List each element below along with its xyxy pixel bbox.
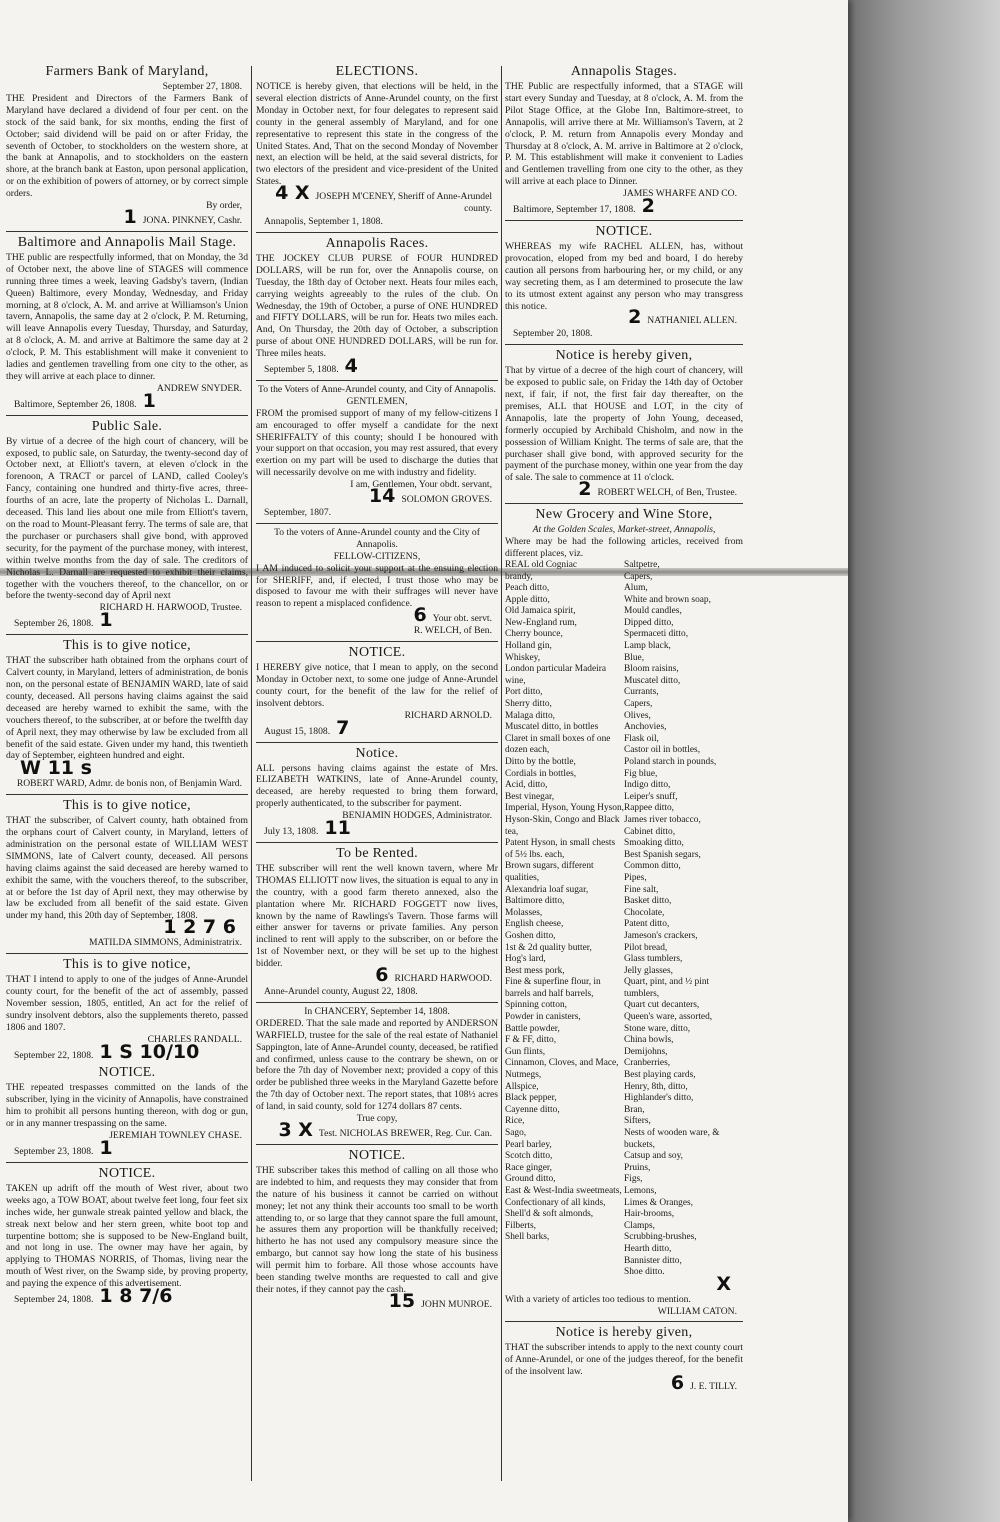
goods-item: Cherry bounce, xyxy=(505,629,563,640)
notice-date: August 15, 1808. xyxy=(264,725,331,737)
divider xyxy=(6,415,248,416)
goods-item: Port ditto, xyxy=(505,687,543,698)
handwritten-mark: 6 xyxy=(670,1372,685,1395)
notice-body: THE JOCKEY CLUB PURSE of FOUR HUNDRED DOLLARS, will be run for, over the Annapolis course, on Tuesday, the 18th day of October next. Heats four miles each, carrying weights agreeably to the rules of the club. On Wednesday, the 19th of October, a purse of ONE HUNDRED and FIFTY DOLLARS, will be run for. Heats two miles each. And, On Thursday, the 20th day of October, a subscription purse of about ONE HUNDRED DOLLARS, will be run for. Three miles heats. xyxy=(256,252,498,360)
notice-body: THAT the subscriber, of Calvert county, hath obtained from the orphans court of Calvert county, in Maryland, letters of administration on the personal estate of WILLIAM WEST SIMMONS, late of Calvert county, deceased. All persons having claims against the said deceased are hereby warned to exhibit the same, with the vouchers thereof, to the subscriber, at or before the 1st day of April next, they may otherwise by law be excluded from all benefit of the said estate. Given under my hand, this 20th day of September, 1808. xyxy=(6,815,248,922)
goods-item: White and brown soap, xyxy=(624,594,711,605)
handwritten-mark: W 11 s xyxy=(20,757,92,780)
to-be-rented-notice xyxy=(256,846,498,998)
goods-item: Mould candles, xyxy=(624,606,682,617)
notice-title: This is to give notice, xyxy=(63,957,191,973)
goods-item: Castor oil in bottles, xyxy=(624,745,701,756)
goods-item: Sherry ditto, xyxy=(505,699,552,710)
goods-item: Apple ditto, xyxy=(505,594,550,605)
goods-item: Bloom raisins, xyxy=(624,664,679,675)
divider xyxy=(505,503,743,504)
tow-boat-notice xyxy=(6,1166,248,1306)
goods-item: Battle powder, xyxy=(505,1023,560,1034)
goods-item: 1st & 2d quality butter, xyxy=(505,942,592,953)
goods-item: Shoe ditto. xyxy=(624,1267,665,1278)
divider xyxy=(256,380,498,381)
goods-item: Glass tumblers, xyxy=(624,954,683,965)
handwritten-mark: 1 xyxy=(142,389,156,412)
handwritten-mark: 4 X xyxy=(275,182,310,205)
goods-item: Baltimore ditto, xyxy=(505,896,565,907)
goods-item: Sago, xyxy=(505,1128,527,1138)
notice-title: In CHANCERY, September 14, 1808. xyxy=(304,1005,450,1017)
goods-item: Bannister ditto, xyxy=(624,1255,682,1266)
goods-item: Allspice, xyxy=(505,1081,539,1092)
notice-body: TAKEN up adrift off the mouth of West river, about two weeks ago, a TOW BOAT, about twelve feet long, four feet six inches wide, her gunwale streak painted yellow and black, the streak next below and her stern green, white boot top and turpentine bottom; she is supposed to be New-England built, and not long in use. The owner may have her again, by applying to THOMAS NORRIS, of Thomas, living near the mouth of West river, on the Swamp side, by proving property, and paying the expence of this advertisement. xyxy=(6,1182,248,1290)
notice-date: Baltimore, September 17, 1808. xyxy=(513,204,636,216)
notice-title: New Grocery and Wine Store, xyxy=(535,507,713,523)
goods-item: Lemons, xyxy=(624,1185,657,1196)
notice-title: Notice. xyxy=(355,745,399,761)
goods-item: Currants, xyxy=(624,687,659,698)
munroe-notice xyxy=(256,1148,498,1311)
notice-date: Baltimore, September 26, 1808. xyxy=(14,398,137,410)
grocery-store-notice xyxy=(505,507,743,1317)
public-sale-notice xyxy=(6,419,248,631)
goods-list xyxy=(505,560,743,1279)
goods-item: Shell barks, xyxy=(505,1232,550,1243)
goods-item: Anchovies, xyxy=(624,722,667,733)
notice-signature: CHARLES RANDALL. xyxy=(147,1033,242,1045)
goods-item: Pruins, xyxy=(624,1162,651,1173)
divider xyxy=(256,641,498,642)
notice-signature: RICHARD H. HARWOOD, Trustee. xyxy=(99,602,242,614)
book-edge xyxy=(845,0,1000,1522)
handwritten-mark: 1 xyxy=(123,205,137,228)
notice-date: September 26, 1808. xyxy=(14,618,94,630)
give-notice-simmons xyxy=(6,798,248,949)
goods-item: Catsup and soy, xyxy=(624,1151,684,1162)
goods-item: Chocolate, xyxy=(624,907,665,918)
notice-title: Notice is hereby given, xyxy=(555,1325,693,1341)
handwritten-mark: 11 xyxy=(324,817,351,840)
notice-body: THE subscriber takes this method of calling on all those who are indebted to him, and requests they may consider that from the nature of his business it cannot be carried on without money; let not any think their accounts too small to be worth attending to, or so large that they cannot spare the full amount, he assures them any proportion will be thankfully received; hitherto he has not used any compulsory measure since the embargo, but cannot say how long the state of his business will permit him to forbare. All those whose accounts have been standing twelve months are requested to call and give their notes, if they cannot pay the cash. xyxy=(256,1164,498,1295)
divider xyxy=(256,842,498,843)
notice-title: To be Rented. xyxy=(336,845,418,861)
goods-item: Old Jamaica spirit, xyxy=(505,606,576,617)
goods-item: Clamps, xyxy=(624,1220,655,1231)
goods-item: Figs, xyxy=(624,1174,643,1185)
goods-item: James river tobacco, xyxy=(624,814,701,825)
goods-item: Capers, xyxy=(624,699,653,710)
goods-item: Shell'd & soft almonds, xyxy=(505,1209,594,1220)
goods-item: Lamp black, xyxy=(624,641,671,652)
divider xyxy=(256,1144,498,1145)
column-rule xyxy=(501,66,502,1481)
notice-salutation: GENTLEMEN, xyxy=(346,395,408,407)
notice-date: July 13, 1808. xyxy=(264,826,319,838)
notice-body: I AM induced to solicit your support at the ensuing election for SHERIFF, and, if elected, I trust those who may be disposed to favour me with their suffrages will never have reason to repent a misplaced confidence. xyxy=(256,562,498,610)
arnold-notice xyxy=(256,645,498,737)
divider xyxy=(505,1321,743,1322)
notice-body: THE Public are respectfully informed, that a STAGE will start every Sunday and Tuesday, at 8 o'clock, A. M. from the Pilot Stage Office, at the Globe Inn, Baltimore-street, to Annapolis, will arrive there at Mr. Williamson's Tavern, at 2 o'clock, P. M. return from Annapolis every Monday and Thursday at 8 o'clock, A. M. arrive in Baltimore at 2 o'clock, P. M. This establishment will make it convenient to Ladies and Gentlemen travelling from one city to the other, as they will arrive at each place to Dinner. xyxy=(505,81,743,188)
goods-item: Confectionary of all kinds, xyxy=(505,1197,606,1208)
notice-date: September 22, 1808. xyxy=(14,1049,94,1061)
notice-signature: JONA. PINKNEY, Cashr. xyxy=(142,214,242,226)
goods-item: Filberts, xyxy=(505,1220,536,1231)
goods-item: Spermaceti ditto, xyxy=(624,629,689,640)
goods-item: Flask oil, xyxy=(624,733,659,744)
goods-column-right xyxy=(624,560,743,1279)
column-3 xyxy=(505,64,743,1397)
goods-item: F & FF, ditto, xyxy=(505,1035,557,1046)
notice-signature: JAMES WHARFE AND CO. xyxy=(623,188,737,200)
goods-item: Poland starch in pounds, xyxy=(624,757,717,767)
goods-item: Imperial, Hyson, Young Hyson, Hyson-Skin, Congo and Black tea, xyxy=(505,803,625,837)
notice-date: September 24, 1808. xyxy=(14,1294,94,1306)
notice-title: Farmers Bank of Maryland, xyxy=(45,64,209,79)
goods-item: Cranberries, xyxy=(624,1058,671,1069)
goods-item: Alum, xyxy=(624,583,648,594)
notice-signature: WILLIAM CATON. xyxy=(657,1305,737,1317)
goods-item: Indigo ditto, xyxy=(624,780,671,791)
notice-subtitle: At the Golden Scales, Market-street, Annapolis, xyxy=(532,524,716,536)
notice-close: I am, Gentlemen, Your obdt. servant, xyxy=(350,479,492,491)
divider xyxy=(256,523,498,524)
notice-body: ALL persons having claims against the estate of Mrs. ELIZABETH WATKINS, late of Anne-Arundel county, deceased, are hereby requested to bring them forward, properly authenticated, to the subscriber for payment. xyxy=(256,762,498,810)
notice-title: NOTICE. xyxy=(348,1147,406,1163)
notice-body: That by virtue of a decree of the high court of chancery, will be exposed to public sale, on Friday the 14th day of October next, if fair, if not, the first fair day thereafter, on the premises, ALL that HOUSE and LOT, in the city of Annapolis, late the property of John Young, deceased, formerly occupied by Archibald Chisholm, and now in the possession of William Knight. The terms of sale are, that the purchaser shall give bond, with approved security for the payment of the purchase money, within one year from the day of sale. The sale to commence at 11 o'clock. xyxy=(505,365,743,484)
notice-truecopy: True copy, xyxy=(356,1113,398,1125)
goods-item: Molasses, xyxy=(505,907,543,918)
notice-body: NOTICE is hereby given, that elections will be held, in the several election districts of Anne-Arundel county, on the first Monday in October next, for four delegates to represent said county in the general assembly of Maryland, and for one representative to represent this state in the congress of the United States. And, That on the second Monday of November next, an election will be held, at the said several districts, for two electors of the president and vice-president of the United States. xyxy=(256,81,498,188)
notice-date: September 23, 1808. xyxy=(14,1145,94,1157)
goods-item: Patent ditto, xyxy=(624,919,670,930)
goods-item: Pipes, xyxy=(624,872,647,883)
notice-body: THAT the subscriber hath obtained from the orphans court of Calvert county, in Maryland, letters of administration, de bonis non, on the personal estate of BENJAMIN WARD, late of said county, deceased. All persons having claims against the said deceased are hereby warned to exhibit the same, with the vouchers thereof, to the subscriber, at or before the twelfth day of April next, they may otherwise by law be excluded from all benefit of the said estate. Given under my hand, this twentieth day of September, eighteen hundred and eight. xyxy=(6,655,248,762)
notice-date: September, 1807. xyxy=(264,507,332,518)
notice-signature: NATHANIEL ALLEN. xyxy=(647,315,737,327)
notice-signature: R. WELCH, of Ben. xyxy=(413,625,492,637)
goods-item: Scotch ditto, xyxy=(505,1151,553,1162)
handwritten-mark: 2 xyxy=(578,478,592,501)
watkins-notice xyxy=(256,746,498,838)
goods-item: Powder in canisters, xyxy=(505,1012,581,1023)
goods-item: Gun flints, xyxy=(505,1046,546,1057)
notice-body: By virtue of a decree of the high court of chancery, will be exposed, to public sale, on Saturday, the twenty-second day of October next, at Elliott's tavern, at eleven o'clock in the forenoon, A TRACT or parcel of LAND, called Cooley's Fancy, containing one hundred and thirty-five acres, three-fourths of an acre, late the property of Nicholas L. Darnall, deceased. This land lies about one mile from Elliott's tavern, on the road to Mount-Pleasant ferry. The terms of sale are, that the purchaser or purchasers shall give bond, with approved security, for the payment of the purchase money, with interest, within twelve months from the day of sale. The creditors of Nicholas L. Darnall are requested to exhibit their claims, together with the vouchers thereof, to the chancellor, on or before the twenty-second day of April next xyxy=(6,435,248,602)
goods-item: Demijohns, xyxy=(624,1046,668,1057)
notice-title: NOTICE. xyxy=(348,645,406,661)
goods-item: Queen's ware, assorted, xyxy=(624,1012,713,1023)
goods-item: Ditto by the bottle, xyxy=(505,757,576,767)
goods-item: Acid, ditto, xyxy=(505,780,548,791)
notice-body: THAT I intend to apply to one of the judges of Anne-Arundel county court, for the benefit of the act of assembly, passed November session, 1805, entitled, An act for the relief of sundry insolvent debtors, also the supplements thereto, passed 1806 and 1807. xyxy=(6,974,248,1033)
goods-item: REAL old Cogniac xyxy=(505,559,578,570)
goods-item: China bowls, xyxy=(624,1035,674,1046)
notice-title: To the Voters of Anne-Arundel county, and City of Annapolis. xyxy=(258,383,496,395)
goods-item: Basket ditto, xyxy=(624,896,672,907)
divider xyxy=(505,220,743,221)
goods-item: Quart, pint, and ½ pint tumblers, xyxy=(624,977,710,999)
divider xyxy=(6,794,248,795)
notice-body: I HEREBY give notice, that I mean to apply, on the second Monday in October next, to some one judge of Anne-Arundel county court, for the benefit of the law for the relief of insolvent debtors. xyxy=(256,662,498,709)
goods-column-left xyxy=(505,560,624,1279)
handwritten-mark: X xyxy=(716,1272,731,1295)
goods-item: Peach ditto, xyxy=(505,583,550,594)
allen-notice xyxy=(505,224,743,340)
notice-body: THE public are respectfully informed, that on Monday, the 3d of October next, the above line of STAGES will commence running three times a week, leaving Gadsby's tavern, (Indian Queen) Baltimore, every Monday, Wednesday, and Friday morning, at 8 o'clock, A. M. and arrive at Williamson's Union tavern, Annapolis, the same day at 2 o'clock, P. M. Returning, will leave Annapolis every Tuesday, Thursday, and Saturday, at 8 o'clock, A. M. and arrive at Baltimore the same day at 2 o'clock, P. M. This establishment will make it convenient to ladies and gentlemen travelling from one city to the other, as they will arrive at each place to dinner. xyxy=(6,251,248,382)
notice-signature: SOLOMON GROVES. xyxy=(401,494,492,506)
goods-item: Patent Hyson, in small chests of 5½ lbs. each, xyxy=(505,838,616,860)
goods-item: Nests of wooden ware, & buckets, xyxy=(624,1128,720,1150)
divider xyxy=(256,232,498,233)
handwritten-mark: 7 xyxy=(336,716,350,739)
goods-item: Pearl barley, xyxy=(505,1139,552,1150)
goods-item: London particular Madeira wine, xyxy=(505,664,607,686)
goods-item: Claret in small boxes of one dozen each, xyxy=(505,733,611,756)
notice-order: By order, xyxy=(206,200,242,212)
goods-item: Fine & superfine flour, in barrels and half barrels, xyxy=(505,977,601,999)
notice-signature: Test. NICHOLAS BREWER, Reg. Cur. Can. xyxy=(318,1127,492,1139)
goods-item: Sifters, xyxy=(624,1116,651,1127)
notice-signature: BENJAMIN HODGES, Administrator. xyxy=(342,810,492,822)
handwritten-mark: 6 xyxy=(375,964,389,987)
goods-item: Hearth ditto, xyxy=(624,1243,672,1254)
divider xyxy=(6,634,248,635)
handwritten-mark: 1 2 7 6 xyxy=(163,916,236,939)
column-rule xyxy=(251,66,252,1481)
notice-body: FROM the promised support of many of my fellow-citizens I am encouraged to offer myself a candidate for the next SHERIFFALTY of this county; should I be honoured with your support on that occasion, you may rest assured, that every exertion on my part will be used to discharge the duties that will necessarily devolve on me with industry and fidelity. xyxy=(256,407,498,479)
goods-item: Nutmegs, xyxy=(505,1070,542,1081)
goods-item: New-England rum, xyxy=(505,617,577,628)
goods-item: Limes & Oranges, xyxy=(624,1197,693,1208)
handwritten-mark: 4 xyxy=(344,355,358,378)
divider xyxy=(6,231,248,232)
goods-item: Hair-brooms, xyxy=(624,1209,675,1220)
column-1 xyxy=(6,64,248,1310)
goods-item: Leiper's snuff, xyxy=(624,791,678,802)
goods-item: brandy, xyxy=(505,571,533,582)
notice-close: Your obt. servt. xyxy=(432,613,492,625)
goods-item: Pilot bread, xyxy=(624,942,668,953)
handwritten-mark: 1 S 10/10 xyxy=(99,1040,200,1063)
goods-item: Whiskey, xyxy=(505,652,541,663)
goods-item: Holland gin, xyxy=(505,641,552,652)
notice-title: To the voters of Anne-Arundel county and the City of Annapolis. xyxy=(274,526,480,550)
notice-title: Annapolis Races. xyxy=(325,235,429,251)
races-notice xyxy=(256,236,498,376)
handwritten-mark: 6 xyxy=(413,604,427,627)
goods-item: Capers, xyxy=(624,571,653,582)
goods-item: Spinning cotton, xyxy=(505,1000,567,1011)
goods-item: Stone ware, ditto, xyxy=(624,1023,691,1034)
notice-body: THE repeated trespasses committed on the lands of the subscriber, lying in the vicinity of Annapolis, have constrained him to prohibit all persons hunting thereon, with dog or gun, or in any manner trespassing on the same. xyxy=(6,1082,248,1130)
goods-item: Race ginger, xyxy=(505,1162,552,1173)
notice-signature: JOSEPH M'CENEY, Sheriff of Anne-Arundel county. xyxy=(315,191,492,215)
goods-item: Muscatel ditto, in bottles xyxy=(505,722,599,733)
goods-item: Rice, xyxy=(505,1116,525,1127)
annapolis-stages-notice xyxy=(505,64,743,216)
voters-groves-notice xyxy=(256,384,498,519)
goods-item: Muscatel ditto, xyxy=(624,675,681,686)
notice-title: NOTICE. xyxy=(98,1065,156,1081)
elections-notice xyxy=(256,64,498,228)
notice-date: Anne-Arundel county, August 22, 1808. xyxy=(264,986,418,997)
goods-item: Best mess pork, xyxy=(505,965,565,976)
goods-item: Olives, xyxy=(624,710,651,721)
notice-title: Annapolis Stages. xyxy=(570,64,678,79)
notice-signature: J. E. TILLY. xyxy=(690,1381,737,1393)
notice-title: This is to give notice, xyxy=(63,798,191,814)
goods-item: Bran, xyxy=(624,1104,645,1115)
trespass-notice xyxy=(6,1065,248,1157)
goods-item: Brown sugars, different qualities, xyxy=(505,861,594,883)
goods-item: Cinnamon, Cloves, and Mace, xyxy=(505,1058,619,1069)
divider xyxy=(505,344,743,345)
tilly-notice xyxy=(505,1325,743,1393)
divider xyxy=(256,1002,498,1003)
notice-title: This is to give notice, xyxy=(63,638,191,654)
handwritten-mark: 1 8 7/6 xyxy=(99,1285,173,1308)
notice-salutation: FELLOW-CITIZENS, xyxy=(333,550,421,562)
goods-item: Ground ditto, xyxy=(505,1174,556,1185)
handwritten-mark: 1 xyxy=(99,609,113,632)
farmers-bank-notice xyxy=(6,64,248,227)
notice-signature: ANDREW SNYDER. xyxy=(156,382,242,394)
goods-item: Fine salt, xyxy=(624,884,659,895)
handwritten-mark: 14 xyxy=(368,485,396,508)
goods-item: English cheese, xyxy=(505,919,564,930)
handwritten-mark: 15 xyxy=(388,1289,416,1312)
goods-item: Malaga ditto, xyxy=(505,710,555,721)
goods-item: Hog's lard, xyxy=(505,954,546,965)
notice-signature: ROBERT WELCH, of Ben, Trustee. xyxy=(597,487,737,499)
goods-item: Fig blue, xyxy=(624,768,658,779)
goods-item: Dipped ditto, xyxy=(624,617,674,628)
handwritten-mark: 2 xyxy=(641,195,655,218)
goods-item: Best Spanish segars, xyxy=(624,849,701,860)
goods-item: Goshen ditto, xyxy=(505,930,556,941)
goods-item: Smoaking ditto, xyxy=(624,838,684,849)
notice-title: Notice is hereby given, xyxy=(555,348,693,364)
notice-title: Public Sale. xyxy=(91,418,163,434)
column-2 xyxy=(256,64,498,1315)
notice-signature: ROBERT WARD, Admr. de bonis non, of Benjamin Ward. xyxy=(16,778,242,790)
goods-item: Common ditto, xyxy=(624,861,681,872)
notice-date: September 20, 1808. xyxy=(513,328,593,340)
notice-intro: Where may be had the following articles, received from different places, viz. xyxy=(505,536,743,559)
give-notice-ward xyxy=(6,638,248,790)
goods-item: Best playing cards, xyxy=(624,1070,696,1081)
notice-title: ELECTIONS. xyxy=(335,64,419,79)
goods-item: Highlander's ditto, xyxy=(624,1093,694,1104)
goods-item: Black pepper, xyxy=(505,1093,557,1104)
goods-item: Jameson's crackers, xyxy=(624,930,698,941)
goods-item: Saltpetre, xyxy=(624,559,660,570)
notice-body: ORDERED. That the sale made and reported by ANDERSON WARFIELD, trustee for the sale of the real estate of Nathaniel Sappington, late of Anne-Arundel county, deceased, be ratified and confirmed, unless cause to the contrary be shewn, on or before the 7th day of November next; provided a copy of this order be published three weeks in the Maryland Gazette before the 7th day of October next. The report states, that 108½ acres of land, in said county, sold for 1274 dollars 87 cents. xyxy=(256,1017,498,1113)
notice-signature: RICHARD ARNOLD. xyxy=(404,709,492,721)
notice-signature: JOHN MUNROE. xyxy=(421,1298,492,1310)
divider xyxy=(6,1162,248,1163)
notice-body: THAT the subscriber intends to apply to the next county court of Anne-Arundel, or one of the judges thereof, for the benefit of the insolvent law. xyxy=(505,1342,743,1378)
goods-item: Henry, 8th, ditto, xyxy=(624,1081,688,1092)
mail-stage-notice xyxy=(6,235,248,411)
notice-date: September 27, 1808. xyxy=(162,81,242,92)
divider xyxy=(6,953,248,954)
goods-item: Cordials in bottles, xyxy=(505,768,577,779)
notice-date: Annapolis, September 1, 1808. xyxy=(264,215,383,227)
handwritten-mark: 1 xyxy=(99,1136,113,1159)
notice-body: THE subscriber will rent the well known tavern, where Mr THOMAS ELLIOTT now lives, the situation is equal to any in the country, with a good farm thereto annexed, also the plantation where Mr. RICHARD FOGGETT now lives, known by the name of Rawlings's Tavern. Those farms will either answer for taverns or private families. Any person inclined to rent will apply to the subscriber, on or before the 1st of November next, or they will be set up to the highest bidder. xyxy=(256,862,498,970)
goods-item: Quart cut decanters, xyxy=(624,1000,700,1011)
goods-item: Blue, xyxy=(624,652,645,663)
voters-welch-notice xyxy=(256,527,498,637)
give-notice-randall xyxy=(6,957,248,1061)
goods-item: Alexandria loaf sugar, xyxy=(505,884,589,895)
notice-body: THE President and Directors of the Farmers Bank of Maryland have declared a dividend of four per cent. on the stock of the said bank, for six months, ending the first of October; said dividend will be paid on or after Friday, the seventh of October, to stockholders on the western shore, at the bank at Annapolis, and to stockholders on the eastern shore, at the branch bank at Easton, upon personal application, or on the exhibition of powers of attorney, or by correct simple orders. xyxy=(6,92,248,200)
goods-item: Rappee ditto, xyxy=(624,803,674,814)
goods-item: Cayenne ditto, xyxy=(505,1104,560,1115)
notice-signature: RICHARD HARWOOD. xyxy=(394,973,492,985)
notice-body: WHEREAS my wife RACHEL ALLEN, has, without provocation, eloped from my bed and board, I do hereby caution all persons from harbouring her, or my child, or any way secreting them, as I am determined to prosecute the law to its utmost extent against any person who may transgress this notice. xyxy=(505,240,743,312)
goods-item: East & West-India sweetmeats, xyxy=(505,1185,622,1196)
notice-title: NOTICE. xyxy=(98,1165,156,1181)
notice-title: NOTICE. xyxy=(595,223,653,239)
chancery-notice xyxy=(256,1006,498,1140)
notice-outro: With a variety of articles too tedious to mention. xyxy=(505,1293,691,1305)
notice-signature: JEREMIAH TOWNLEY CHASE. xyxy=(109,1130,242,1142)
notice-date: September 5, 1808. xyxy=(264,364,339,376)
goods-item: Cabinet ditto, xyxy=(624,826,676,837)
handwritten-mark: 3 X xyxy=(278,1118,313,1141)
goods-item: Scrubbing-brushes, xyxy=(624,1232,697,1243)
goods-item: Jelly glasses, xyxy=(624,965,673,976)
handwritten-mark: 2 xyxy=(628,306,642,329)
notice-title: Baltimore and Annapolis Mail Stage. xyxy=(17,234,237,250)
notice-signature: MATILDA SIMMONS, Administratrix. xyxy=(89,937,242,949)
welch-sale-notice xyxy=(505,348,743,499)
goods-item: Best vinegar, xyxy=(505,791,555,802)
divider xyxy=(256,742,498,743)
